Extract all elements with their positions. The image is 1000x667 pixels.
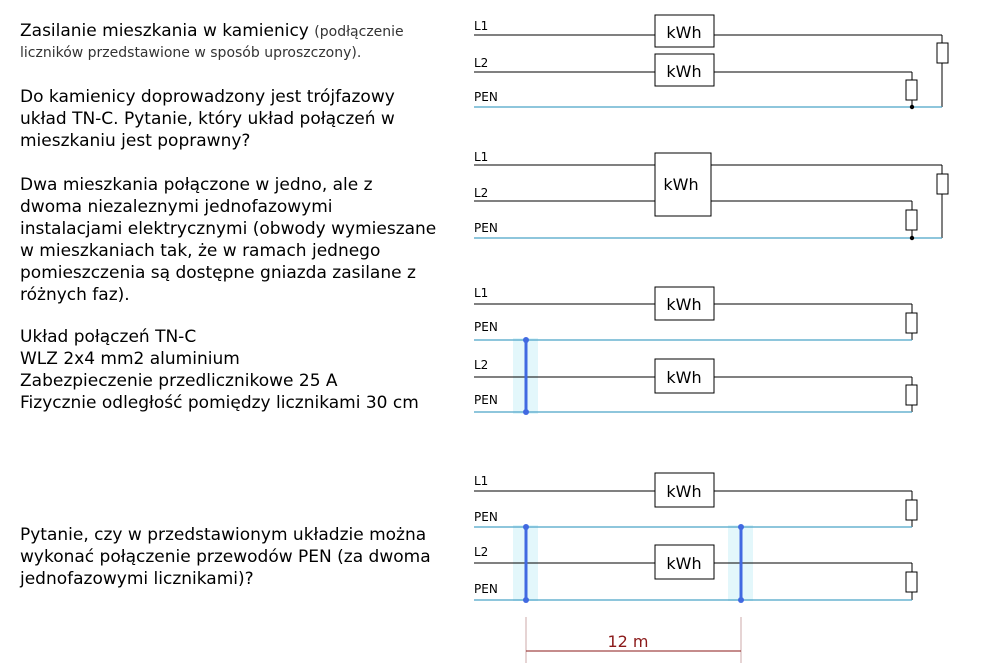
diagram-4 — [474, 473, 917, 663]
question1-line: Do kamienicy doprowadzony jest trójfazowy — [20, 87, 395, 107]
label-l2: L2 — [474, 56, 489, 70]
description-line: pomieszczenia są dostępne gniazda zasilane z — [20, 263, 416, 283]
load-resistor-1 — [937, 174, 948, 194]
meter-label: kWh — [666, 554, 702, 573]
bridge-node — [523, 337, 529, 343]
junction-dot — [910, 105, 914, 109]
diagram-2 — [474, 150, 948, 240]
label-l2: L2 — [474, 545, 489, 559]
spec-line: Zabezpieczenie przedlicznikowe 25 A — [20, 371, 338, 391]
meter-label: kWh — [666, 62, 702, 81]
load-resistor-1 — [906, 500, 917, 520]
dimension-label: 12 m — [607, 632, 649, 651]
description-line: dwoma niezaleznymi jednofazowymi — [20, 197, 333, 217]
description-line: Dwa mieszkania połączone w jedno, ale z — [20, 175, 373, 195]
question2-line: jednofazowymi licznikami)? — [20, 569, 254, 589]
description-line: różnych faz). — [20, 285, 130, 305]
spec-line: Układ połączeń TN-C — [20, 327, 197, 347]
label-pen: PEN — [474, 90, 498, 104]
label-pen: PEN — [474, 582, 498, 596]
label-l2: L2 — [474, 186, 489, 200]
meter-label: kWh — [666, 295, 702, 314]
bridge-node — [523, 524, 529, 530]
diagram-1 — [474, 15, 948, 109]
intro-note-a: (podłączenie — [314, 24, 404, 40]
question2-line: wykonać połączenie przewodów PEN (za dwoma — [20, 547, 431, 567]
spec-line: WLZ 2x4 mm2 aluminium — [20, 349, 240, 369]
intro-title: Zasilanie mieszkania w kamienicy — [20, 21, 309, 41]
description-line: instalacjami elektrycznymi (obwody wymieszane — [20, 219, 437, 239]
spec-line: Fizycznie odległość pomiędzy licznikami 30 cm — [20, 393, 419, 413]
label-pen: PEN — [474, 320, 498, 334]
label-l1: L1 — [474, 286, 489, 300]
description-line: w mieszkaniach tak, że w ramach jednego — [20, 241, 381, 261]
bridge-node — [738, 597, 744, 603]
diagram-3 — [474, 286, 917, 415]
junction-dot — [910, 236, 914, 240]
meter-label: kWh — [666, 368, 702, 387]
meter-label: kWh — [666, 482, 702, 501]
load-resistor-1 — [937, 43, 948, 63]
question1-line: mieszkaniu jest poprawny? — [20, 131, 251, 151]
label-l2: L2 — [474, 358, 489, 372]
label-pen: PEN — [474, 510, 498, 524]
label-l1: L1 — [474, 150, 489, 164]
intro-note-b: liczników przedstawione w sposób uproszczony). — [20, 45, 362, 61]
load-resistor-2 — [906, 572, 917, 592]
load-resistor-1 — [906, 313, 917, 333]
label-pen: PEN — [474, 393, 498, 407]
label-pen: PEN — [474, 221, 498, 235]
meter-label: kWh — [666, 23, 702, 42]
bridge-node — [738, 524, 744, 530]
label-l1: L1 — [474, 474, 489, 488]
meter-label: kWh — [663, 175, 699, 194]
load-resistor-2 — [906, 210, 917, 230]
load-resistor-2 — [906, 385, 917, 405]
bridge-node — [523, 597, 529, 603]
load-resistor-2 — [906, 80, 917, 100]
question1-line: układ TN-C. Pytanie, który układ połączeń w — [20, 109, 395, 129]
bridge-node — [523, 409, 529, 415]
label-l1: L1 — [474, 19, 489, 33]
question2-line: Pytanie, czy w przedstawionym układzie można — [20, 525, 427, 545]
